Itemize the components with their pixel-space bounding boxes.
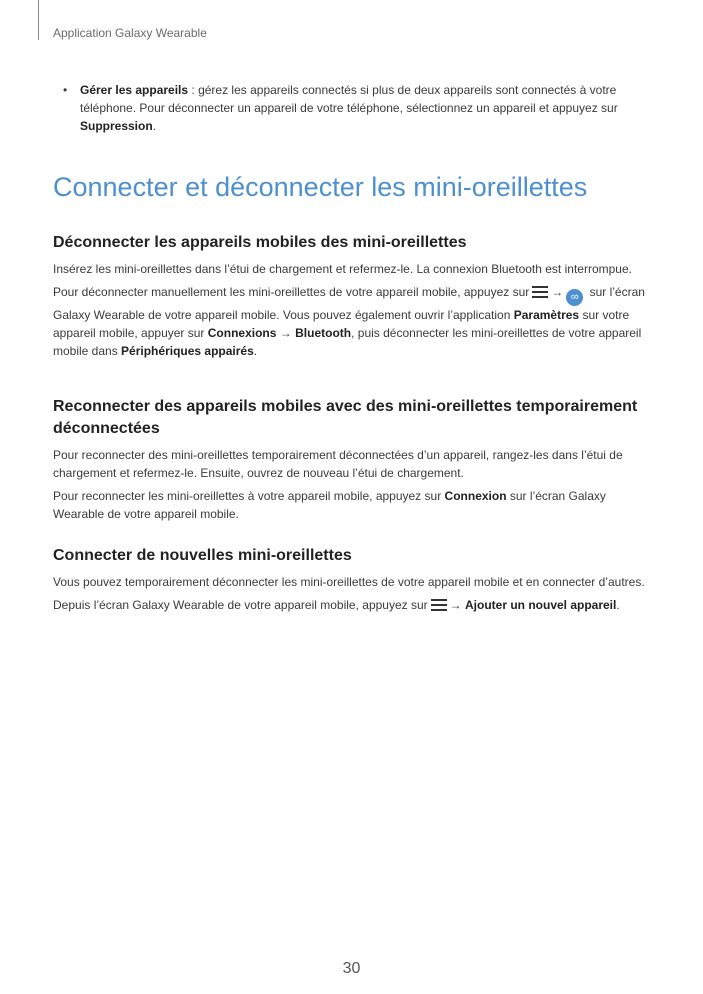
connect-new-paragraph-1: Vous pouvez temporairement déconnecter les mini-oreillettes de votre appareil mobile et en connecter d’autres. (53, 575, 645, 589)
bullet-text (80, 81, 653, 135)
main-title: Connecter et déconnecter les mini-oreillettes (53, 172, 588, 202)
bold-parametres: Paramètres (513, 308, 580, 322)
bullet-dot: • (63, 83, 68, 97)
bold-bluetooth: Bluetooth (295, 326, 352, 340)
connect-new-paragraph-2: Depuis l’écran Galaxy Wearable de votre appareil mobile, appuyez sur → Ajouter un nouvel appareil. (53, 598, 620, 612)
bullet-body: : gérez les appareils connectés si plus de deux appareils sont connectés à votre téléphone. Pour déconnecter un appareil de votre téléphone, sélectionnez un appareil et appuyez sur (80, 83, 618, 115)
page-number: 30 (342, 960, 361, 977)
bold-ajouter-appareil: Ajouter un nouvel appareil (465, 598, 617, 612)
menu-icon (431, 599, 447, 611)
section-heading-connect-new: Connecter de nouvelles mini-oreillettes (53, 547, 352, 564)
running-header: Application Galaxy Wearable (53, 26, 207, 40)
section-reconnect (53, 396, 653, 523)
header-rule (38, 0, 39, 40)
section-heading-disconnect: Déconnecter les appareils mobiles des mini-oreillettes (53, 234, 467, 251)
menu-icon (532, 286, 548, 298)
section-connect-new (53, 545, 653, 614)
bullet-term: Gérer les appareils (80, 83, 189, 97)
disconnect-paragraph-1: Insérez les mini-oreillettes dans l’étui de chargement et refermez-le. La connexion Bluetooth est interrompue. (53, 262, 632, 276)
section-heading-reconnect: Reconnecter des appareils mobiles avec des mini-oreillettes temporairement déconnectées (53, 398, 638, 437)
bullet-item-manage-devices (53, 81, 653, 135)
bullet-end: . (152, 119, 157, 133)
reconnect-paragraph-2: Pour reconnecter les mini-oreillettes à votre appareil mobile, appuyez sur Connexion sur l’écran Galaxy Wearable de votre appareil mobile. (53, 489, 606, 521)
section-disconnect (53, 232, 653, 360)
bold-connexions: Connexions (207, 326, 277, 340)
reconnect-paragraph-1: Pour reconnecter des mini-oreillettes temporairement déconnectées d’un appareil, rangez-les dans l’étui de chargement et refermez-le. Ensuite, ouvrez de nouveau l’étui de chargement. (53, 448, 623, 480)
bold-connexion: Connexion (444, 489, 507, 503)
bullet-bold-suppression: Suppression (80, 119, 153, 133)
disconnect-paragraph-2: Pour déconnecter manuellement les mini-oreillettes de votre appareil mobile, appuyez sur → ∞ sur l’écran Galaxy Wearable de votre appareil mobile. Vous pouvez également ouvrir l’application Paramètres sur votre appareil mobile, appuyer sur Connexions → Bluetooth, puis déconnecter les mini-oreillettes de votre appareil mobile dans Périphériques appairés. (53, 285, 645, 358)
bold-peripheriques: Périphériques appairés (121, 344, 254, 358)
link-icon: ∞ (566, 289, 583, 306)
